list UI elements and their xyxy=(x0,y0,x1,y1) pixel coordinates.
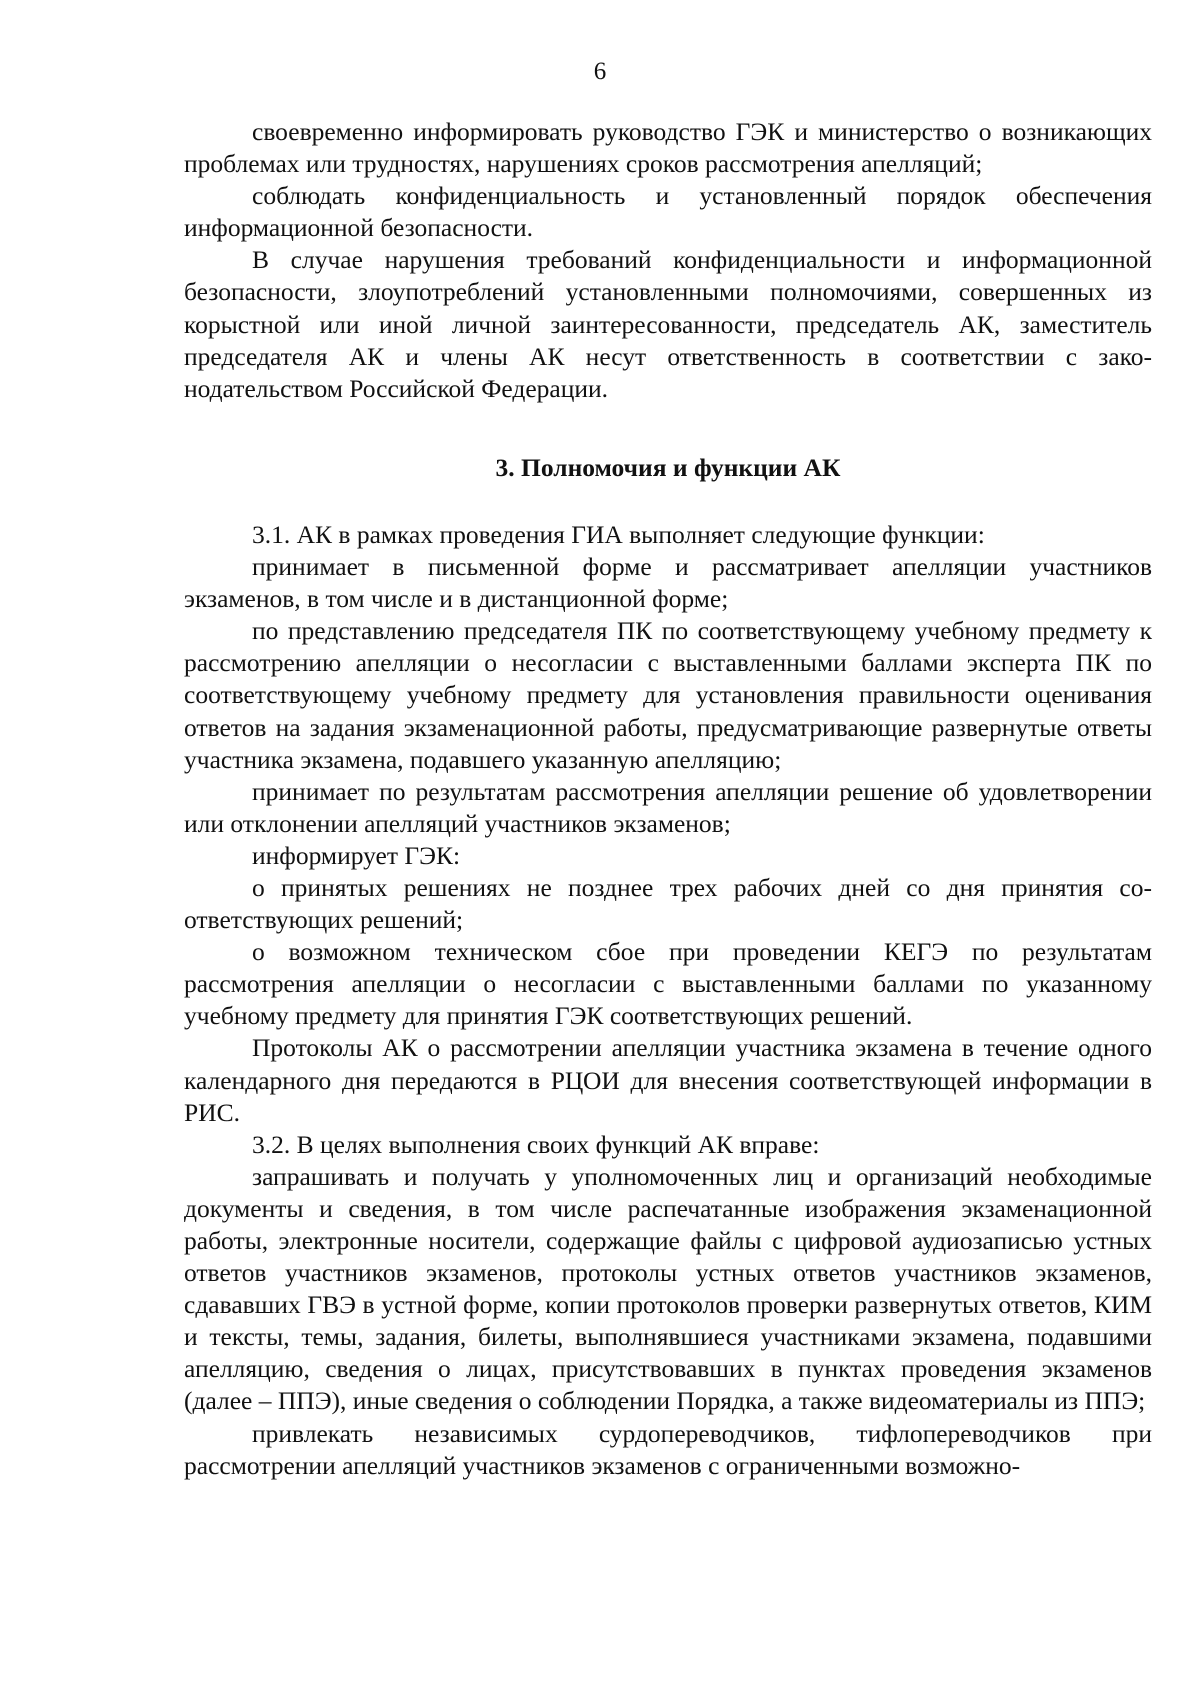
paragraph: принимает по результатам рассмотрения апелляции решение об удовлетворении или отклонении апелляций участников экзаменов; xyxy=(184,776,1152,838)
paragraph: принимает в письменной форме и рассматривает апелляции участников экзаменов, в том числе и в дистанционной форме; xyxy=(184,552,1152,614)
paragraph: соблюдать конфиденциальность и установленный порядок обеспечения информационной безопасности. xyxy=(184,181,1152,243)
paragraph: информирует ГЭК: xyxy=(252,840,461,870)
paragraph: Протоколы АК о рассмотрении апелляции участника экзамена в течение одного календарного дня передаются в РЦОИ для внесения соответствующей информации в РИС. xyxy=(184,1033,1152,1127)
paragraph: о принятых решениях не позднее трех рабочих дней со дня принятия соответствующих решений; xyxy=(184,872,1152,935)
document-body xyxy=(184,116,1152,1482)
page-number: 6 xyxy=(593,58,607,85)
paragraph: своевременно информировать руководство ГЭК и министерство о возникающих проблемах или трудностях, нарушениях сроков рассмотрения апелляций; xyxy=(184,117,1152,179)
paragraph: В случае нарушения требований конфиденциальности и информационной безопасности, злоупотреблений установленными полномочиями, совершенных из корыстной или иной личной заинтересованности, председатель АК, заместитель председателя АК и члены АК несут ответственность в соответствии с законодательством Российской Федерации. xyxy=(184,245,1152,403)
paragraph: привлекать независимых сурдопереводчиков, тифлопереводчиков при рассмотрении апелляций участников экзаменов с ограниченными возможно- xyxy=(184,1418,1152,1480)
paragraph: 3.2. В целях выполнения своих функций АК вправе: xyxy=(252,1129,820,1159)
paragraph: 3.1. АК в рамках проведения ГИА выполняет следующие функции: xyxy=(252,519,985,549)
paragraph: запрашивать и получать у уполномоченных лиц и организаций необходимые документы и сведения, в том числе распечатанные изображения экзаменационной работы, электронные носители, содержащие файлы с цифровой аудиозаписью устных ответов участников экзаменов, протоколы устных ответов участников экзаменов, сдававших ГВЭ в устной форме, копии протоколов проверки развернутых ответов, КИМ и тексты, темы, задания, билеты, выполнявшиеся участниками экзамена, подавшими апелляцию, сведения о лицах, присутствовавших в пунктах проведения экзаменов (далее – ППЭ), иные сведения о соблюдении Порядка, а также видеоматериалы из ППЭ; xyxy=(184,1161,1152,1416)
section-heading: 3. Полномочия и функции АК xyxy=(495,452,841,482)
paragraph: о возможном техническом сбое при проведении КЕГЭ по результатам рассмотрения апелляции о несогласии с выставленными баллами по указанному учебному предмету для принятия ГЭК соответствующих решений. xyxy=(184,937,1152,1031)
paragraph: по представлению председателя ПК по соответствующему учебному предмету к рассмотрению апелляции о несогласии с выставленными баллами эксперта ПК по соответствующему учебному предмету для установления правильности оценивания ответов на задания экзаменационной работы, предусматривающие развернутые ответы участника экзамена, подавшего указанную апелляцию; xyxy=(184,616,1152,774)
